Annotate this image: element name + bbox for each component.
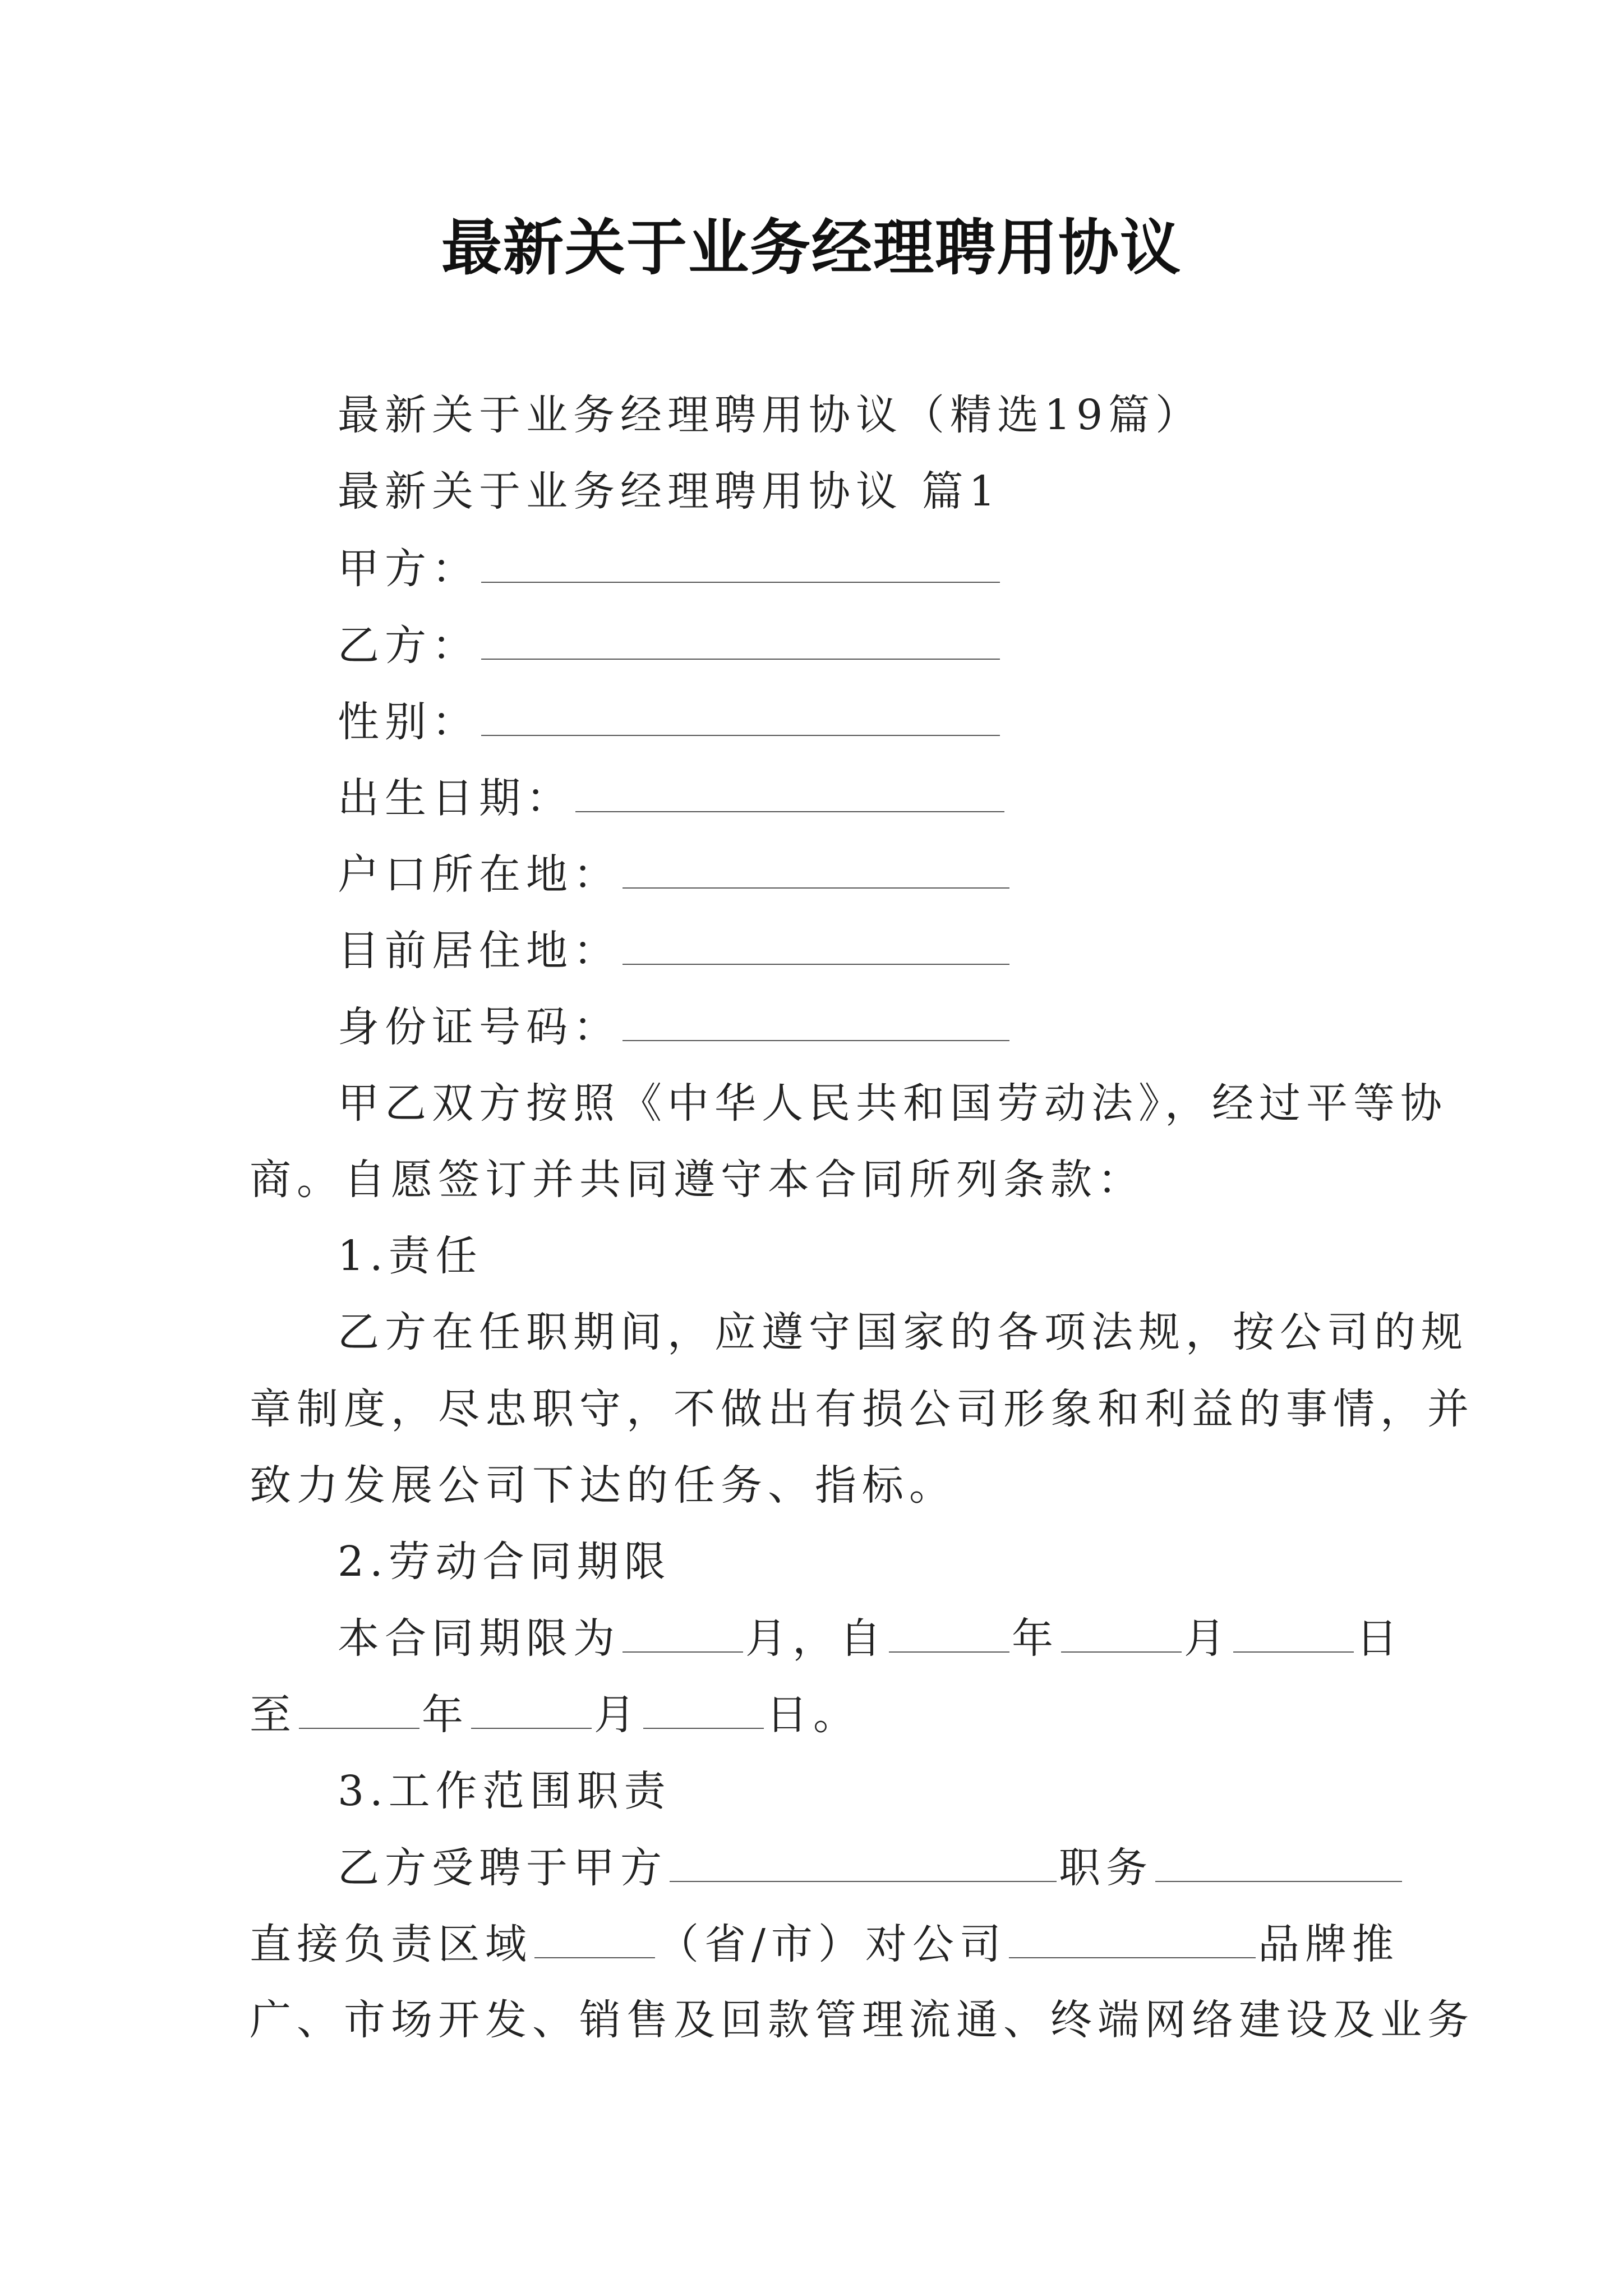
clause-1-line-1: 乙方在任职期间，应遵守国家的各项法规，按公司的规 bbox=[338, 1308, 1468, 1356]
blank-start-day bbox=[1233, 1610, 1354, 1653]
clause-2-text-from: 月，自 bbox=[745, 1614, 887, 1663]
blank-position bbox=[1155, 1839, 1402, 1882]
field-gender-blank bbox=[481, 693, 1000, 736]
clause-1-line-2: 章制度，尽忠职守，不做出有损公司形象和利益的事情，并 bbox=[250, 1385, 1474, 1433]
clause-3-text-region: 直接负责区域 bbox=[250, 1920, 532, 1968]
blank-region bbox=[534, 1916, 655, 1958]
clause-3-text-employed: 乙方受聘于甲方 bbox=[338, 1844, 667, 1892]
clause-2-line-1 bbox=[338, 1610, 1403, 1667]
clause-2-text-end-month: 月 bbox=[594, 1691, 641, 1739]
clause-3-text-province: （省/市）对公司 bbox=[657, 1920, 1007, 1968]
blank-brand bbox=[1009, 1916, 1256, 1958]
clause-2-text-day: 日 bbox=[1356, 1614, 1403, 1663]
preamble-line-2: 商。自愿签订并共同遵守本合同所列条款： bbox=[250, 1156, 1145, 1204]
clause-2-text-term: 本合同期限为 bbox=[338, 1614, 620, 1663]
clause-2-text-end-day: 日。 bbox=[766, 1691, 860, 1739]
field-current-residence-label: 目前居住地： bbox=[338, 927, 620, 975]
clause-2-line-2 bbox=[250, 1686, 860, 1743]
field-party-a-blank bbox=[481, 540, 1000, 583]
clause-3-text-brand-promo: 品牌推 bbox=[1257, 1920, 1399, 1968]
preamble-line-1: 甲乙双方按照《中华人民共和国劳动法》，经过平等协 bbox=[338, 1079, 1447, 1128]
clause-2-text-end-year: 年 bbox=[422, 1691, 469, 1739]
clause-1-heading: 1.责任 bbox=[338, 1232, 483, 1280]
field-gender-label: 性别： bbox=[338, 698, 479, 746]
clause-3-line-1 bbox=[338, 1839, 1404, 1896]
field-party-b bbox=[338, 617, 1002, 674]
field-party-a-label: 甲方： bbox=[338, 545, 479, 593]
blank-start-year bbox=[889, 1610, 1009, 1653]
clause-2-text-month: 月 bbox=[1184, 1614, 1231, 1663]
field-party-a bbox=[338, 540, 1002, 597]
blank-company bbox=[670, 1839, 1057, 1882]
field-current-residence-blank bbox=[623, 922, 1009, 965]
clause-3-line-3: 广、市场开发、销售及回款管理流通、终端网络建设及业务 bbox=[250, 1996, 1474, 2044]
field-party-b-label: 乙方： bbox=[338, 622, 479, 670]
clause-1-line-3: 致力发展公司下达的任务、指标。 bbox=[250, 1461, 956, 1510]
blank-start-month bbox=[1061, 1610, 1182, 1653]
clause-3-line-2 bbox=[250, 1916, 1399, 1972]
field-household-registration-blank bbox=[623, 846, 1009, 889]
field-birth-date-blank bbox=[575, 770, 1004, 812]
field-household-registration bbox=[338, 846, 1012, 903]
blank-end-month bbox=[471, 1686, 592, 1729]
clause-2-heading: 2.劳动合同期限 bbox=[338, 1538, 671, 1586]
clause-2-text-to: 至 bbox=[250, 1691, 297, 1739]
clause-2-text-year: 年 bbox=[1012, 1614, 1059, 1663]
clause-3-heading: 3.工作范围职责 bbox=[338, 1767, 671, 1815]
document-title: 最新关于业务经理聘用协议 bbox=[441, 213, 1182, 283]
blank-end-year bbox=[299, 1686, 419, 1729]
field-id-number-blank bbox=[623, 999, 1009, 1041]
blank-months bbox=[623, 1610, 743, 1653]
field-current-residence bbox=[338, 922, 1012, 979]
field-gender bbox=[338, 693, 1002, 750]
section-heading: 最新关于业务经理聘用协议 篇1 bbox=[338, 467, 1001, 516]
field-id-number-label: 身份证号码： bbox=[338, 1003, 620, 1051]
field-birth-date bbox=[338, 770, 1007, 826]
field-party-b-blank bbox=[481, 617, 1000, 660]
clause-3-text-position: 职务 bbox=[1059, 1844, 1153, 1892]
field-household-registration-label: 户口所在地： bbox=[338, 850, 620, 899]
field-birth-date-label: 出生日期： bbox=[338, 774, 573, 822]
blank-end-day bbox=[643, 1686, 764, 1729]
field-id-number bbox=[338, 999, 1012, 1055]
document-subtitle: 最新关于业务经理聘用协议（精选19篇） bbox=[338, 391, 1203, 439]
